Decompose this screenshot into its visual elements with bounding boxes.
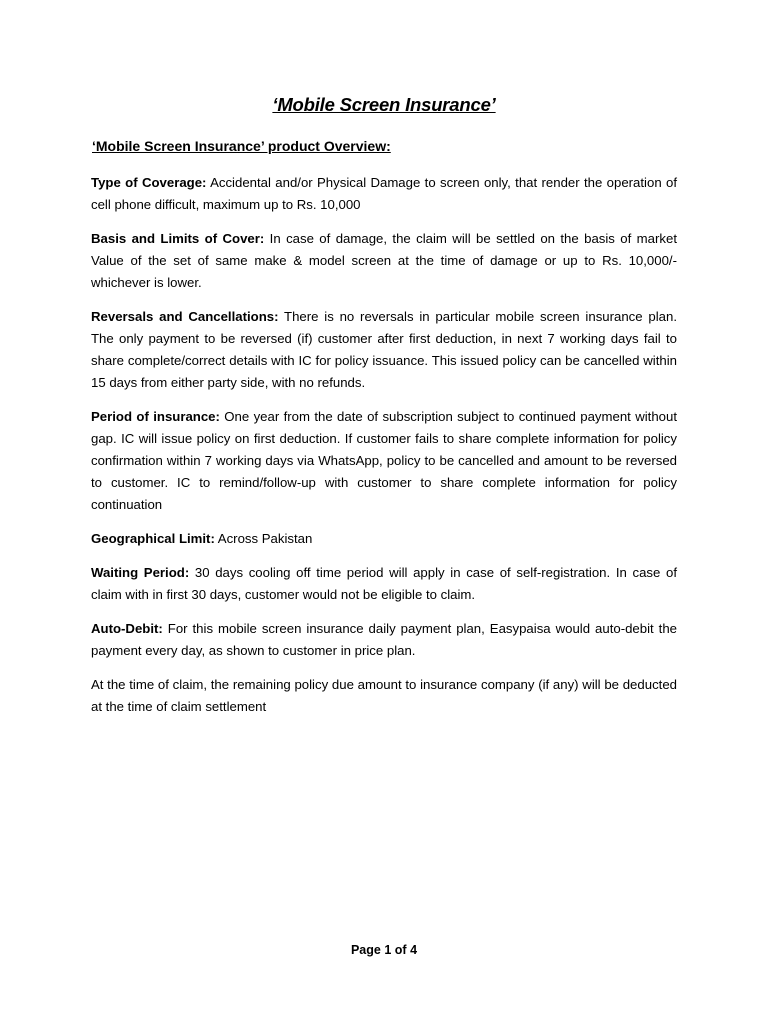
section-text: In case of damage, the claim will be settled on the basis of market Value of the set of same make & model screen at the time of damage or up to Rs. 10,000/- whichever is lower. <box>91 231 677 290</box>
section-text: One year from the date of subscription subject to continued payment without gap. IC will issue policy on first deduction. If customer fails to share complete information for policy confirmation within 7 working days via WhatsApp, policy to be cancelled and amount to be reversed to customer. IC to remind/follow-up with customer to share complete information for policy continuation <box>91 409 677 512</box>
section-claim-settlement <box>91 674 677 718</box>
total-pages-number: 4 <box>410 943 418 957</box>
section-period-of-insurance <box>91 406 677 516</box>
section-label: Waiting Period: <box>91 565 190 580</box>
section-label: Geographical Limit: <box>91 531 215 546</box>
section-waiting-period <box>91 562 677 606</box>
document-title: ‘Mobile Screen Insurance’ <box>272 94 496 115</box>
document-body <box>91 172 677 730</box>
section-text: There is no reversals in particular mobile screen insurance plan. The only payment to be reversed (if) customer after first deduction, in next 7 working days fail to share complete/correct details with IC for policy issuance. This issued policy can be cancelled within 15 days from either party side, with no refunds. <box>91 309 677 390</box>
of-word: of <box>394 943 407 957</box>
section-text: Across Pakistan <box>217 531 313 546</box>
section-geographical-limit <box>91 528 677 550</box>
page-number-footer <box>0 943 768 957</box>
section-label: Auto-Debit: <box>91 621 163 636</box>
section-reversals-and-cancellations <box>91 306 677 394</box>
page-word: Page <box>350 943 381 957</box>
section-text: 30 days cooling off time period will apply in case of self-registration. In case of claim with in first 30 days, customer would not be eligible to claim. <box>91 565 677 602</box>
section-auto-debit <box>91 618 677 662</box>
section-text: Accidental and/or Physical Damage to screen only, that render the operation of cell phone difficult, maximum up to Rs. 10,000 <box>91 175 678 212</box>
section-type-of-coverage <box>91 172 677 216</box>
section-text: For this mobile screen insurance daily payment plan, Easypaisa would auto-debit the payment every day, as shown to customer in price plan. <box>91 621 677 658</box>
section-label: Reversals and Cancellations: <box>91 309 279 324</box>
section-text: At the time of claim, the remaining policy due amount to insurance company (if any) will be deducted at the time of claim settlement <box>91 677 677 714</box>
section-basis-and-limits <box>91 228 677 294</box>
section-label: Basis and Limits of Cover: <box>91 231 265 246</box>
current-page-number: 1 <box>384 943 392 957</box>
overview-heading: ‘Mobile Screen Insurance’ product Overview: <box>92 138 391 154</box>
section-label: Type of Coverage: <box>91 175 207 190</box>
section-label: Period of insurance: <box>91 409 220 424</box>
